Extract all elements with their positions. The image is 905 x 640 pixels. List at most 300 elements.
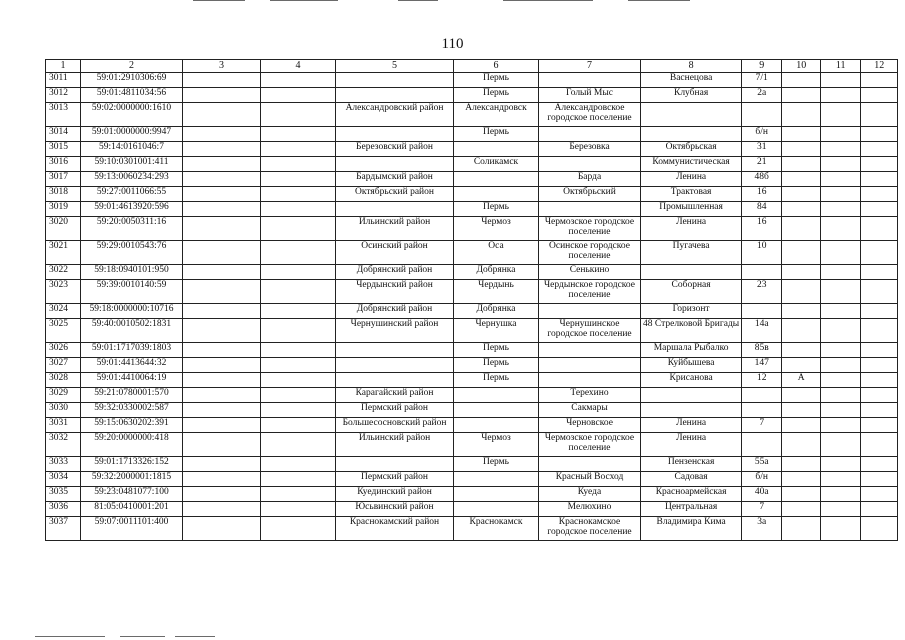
table-cell-col-2: 59:15:0630202:391 — [81, 418, 183, 433]
table-cell-col-12 — [861, 73, 898, 88]
top-scan-line-2 — [270, 0, 338, 1]
table-cell-col-7: Октябрьский — [539, 187, 641, 202]
table-cell-col-9 — [742, 265, 782, 280]
table-cell-col-1: 3034 — [46, 472, 81, 487]
bottom-scan-line-2 — [120, 636, 165, 637]
table-cell-col-12 — [861, 343, 898, 358]
table-cell-col-6: Пермь — [454, 127, 539, 142]
table-row — [46, 487, 898, 502]
table-cell-col-9 — [742, 433, 782, 457]
table-cell-col-6 — [454, 142, 539, 157]
table-cell-col-4 — [261, 217, 336, 241]
table-cell-col-7: Сакмары — [539, 403, 641, 418]
table-cell-col-3 — [183, 280, 261, 304]
table-cell-col-4 — [261, 127, 336, 142]
top-scan-line-3 — [398, 0, 438, 1]
table-cell-col-7 — [539, 157, 641, 172]
table-cell-col-8: Клубная — [641, 88, 742, 103]
table-cell-col-4 — [261, 472, 336, 487]
table-cell-col-7 — [539, 343, 641, 358]
table-cell-col-12 — [861, 502, 898, 517]
table-cell-col-10 — [782, 142, 821, 157]
table-cell-col-4 — [261, 517, 336, 541]
table-cell-col-12 — [861, 457, 898, 472]
table-cell-col-12 — [861, 403, 898, 418]
table-cell-col-1: 3036 — [46, 502, 81, 517]
table-cell-col-6: Пермь — [454, 73, 539, 88]
table-cell-col-7 — [539, 73, 641, 88]
table-cell-col-11 — [821, 280, 861, 304]
table-cell-col-5: Карагайский район — [336, 388, 454, 403]
table-cell-col-9: 16 — [742, 187, 782, 202]
table-cell-col-8: Ленина — [641, 172, 742, 187]
table-cell-col-5: Осинский район — [336, 241, 454, 265]
table-cell-col-8: Крисанова — [641, 373, 742, 388]
table-cell-col-11 — [821, 265, 861, 280]
table-cell-col-7: Александровское городское поселение — [539, 103, 641, 127]
table-cell-col-8: Пензенская — [641, 457, 742, 472]
table-cell-col-9: 12 — [742, 373, 782, 388]
table-cell-col-7: Краснокамское городское поселение — [539, 517, 641, 541]
table-cell-col-3 — [183, 202, 261, 217]
table-cell-col-2: 59:32:2000001:1815 — [81, 472, 183, 487]
table-cell-col-7: Чермозское городское поселение — [539, 433, 641, 457]
column-header-12: 12 — [861, 60, 898, 73]
table-cell-col-10 — [782, 172, 821, 187]
table-cell-col-5: Чердынский район — [336, 280, 454, 304]
table-cell-col-5 — [336, 127, 454, 142]
table-cell-col-9: 23 — [742, 280, 782, 304]
table-cell-col-1: 3035 — [46, 487, 81, 502]
table-cell-col-6: Чермоз — [454, 433, 539, 457]
table-cell-col-12 — [861, 388, 898, 403]
table-cell-col-2: 59:01:1713326:152 — [81, 457, 183, 472]
table-cell-col-11 — [821, 517, 861, 541]
table-row — [46, 265, 898, 280]
table-cell-col-11 — [821, 502, 861, 517]
table-cell-col-3 — [183, 103, 261, 127]
column-header-3: 3 — [183, 60, 261, 73]
table-cell-col-2: 59:14:0161046:7 — [81, 142, 183, 157]
table-cell-col-1: 3027 — [46, 358, 81, 373]
table-cell-col-6: Чермоз — [454, 217, 539, 241]
table-cell-col-2: 59:23:0481077:100 — [81, 487, 183, 502]
table-cell-col-10 — [782, 418, 821, 433]
table-cell-col-9: б/н — [742, 472, 782, 487]
table-cell-col-11 — [821, 88, 861, 103]
table-cell-col-1: 3013 — [46, 103, 81, 127]
table-cell-col-6: Пермь — [454, 202, 539, 217]
table-cell-col-12 — [861, 103, 898, 127]
table-cell-col-9: 55а — [742, 457, 782, 472]
table-row — [46, 157, 898, 172]
table-cell-col-7: Красный Восход — [539, 472, 641, 487]
table-cell-col-1: 3012 — [46, 88, 81, 103]
table-cell-col-2: 59:02:0000000:1610 — [81, 103, 183, 127]
table-cell-col-3 — [183, 241, 261, 265]
table-row — [46, 418, 898, 433]
table-cell-col-2: 59:39:0010140:59 — [81, 280, 183, 304]
table-cell-col-2: 59:13:0060234:293 — [81, 172, 183, 187]
table-row — [46, 217, 898, 241]
table-cell-col-3 — [183, 457, 261, 472]
table-cell-col-8: Соборная — [641, 280, 742, 304]
table-cell-col-4 — [261, 304, 336, 319]
table-cell-col-11 — [821, 319, 861, 343]
table-cell-col-10 — [782, 388, 821, 403]
table-cell-col-4 — [261, 418, 336, 433]
table-cell-col-3 — [183, 187, 261, 202]
table-cell-col-3 — [183, 358, 261, 373]
table-cell-col-5: Юсьвинский район — [336, 502, 454, 517]
table-cell-col-3 — [183, 157, 261, 172]
table-cell-col-7 — [539, 127, 641, 142]
table-cell-col-5: Добрянский район — [336, 304, 454, 319]
table-cell-col-7: Терехино — [539, 388, 641, 403]
table-cell-col-3 — [183, 487, 261, 502]
table-cell-col-8: 48 Стрелковой Бригады — [641, 319, 742, 343]
table-cell-col-5: Чернушинский район — [336, 319, 454, 343]
table-row — [46, 457, 898, 472]
bottom-scan-line-3 — [175, 636, 215, 637]
table-cell-col-9: б/н — [742, 127, 782, 142]
table-cell-col-4 — [261, 142, 336, 157]
table-cell-col-5 — [336, 343, 454, 358]
table-row — [46, 403, 898, 418]
table-cell-col-11 — [821, 73, 861, 88]
table-cell-col-7: Сенькино — [539, 265, 641, 280]
table-cell-col-4 — [261, 187, 336, 202]
table-cell-col-2: 59:27:0011066:55 — [81, 187, 183, 202]
table-row — [46, 388, 898, 403]
table-row — [46, 172, 898, 187]
table-cell-col-4 — [261, 403, 336, 418]
table-cell-col-2: 59:18:0000000:10716 — [81, 304, 183, 319]
table-cell-col-10 — [782, 280, 821, 304]
table-cell-col-7: Чердынское городское поселение — [539, 280, 641, 304]
table-cell-col-10 — [782, 502, 821, 517]
table-cell-col-6 — [454, 418, 539, 433]
table-cell-col-7 — [539, 304, 641, 319]
table-cell-col-11 — [821, 304, 861, 319]
table-cell-col-11 — [821, 103, 861, 127]
table-cell-col-4 — [261, 241, 336, 265]
table-cell-col-5: Краснокамский район — [336, 517, 454, 541]
table-cell-col-9: 7 — [742, 502, 782, 517]
table-cell-col-1: 3030 — [46, 403, 81, 418]
table-cell-col-12 — [861, 241, 898, 265]
table-cell-col-6: Соликамск — [454, 157, 539, 172]
table-cell-col-1: 3011 — [46, 73, 81, 88]
table-cell-col-2: 59:10:0301001:411 — [81, 157, 183, 172]
table-cell-col-8: Ленина — [641, 418, 742, 433]
table-cell-col-5 — [336, 457, 454, 472]
table-cell-col-1: 3014 — [46, 127, 81, 142]
table-cell-col-7: Куеда — [539, 487, 641, 502]
table-cell-col-3 — [183, 172, 261, 187]
table-cell-col-10 — [782, 472, 821, 487]
table-cell-col-5 — [336, 202, 454, 217]
table-cell-col-1: 3018 — [46, 187, 81, 202]
table-row — [46, 319, 898, 343]
column-header-6: 6 — [454, 60, 539, 73]
table-cell-col-4 — [261, 280, 336, 304]
page-number: 110 — [441, 36, 464, 52]
table-row — [46, 373, 898, 388]
table-cell-col-1: 3028 — [46, 373, 81, 388]
table-row — [46, 241, 898, 265]
table-cell-col-9: 147 — [742, 358, 782, 373]
table-cell-col-11 — [821, 142, 861, 157]
column-header-4: 4 — [261, 60, 336, 73]
table-cell-col-5: Бардымский район — [336, 172, 454, 187]
table-cell-col-11 — [821, 343, 861, 358]
table-cell-col-4 — [261, 457, 336, 472]
table-cell-col-9 — [742, 103, 782, 127]
table-cell-col-1: 3023 — [46, 280, 81, 304]
table-cell-col-11 — [821, 433, 861, 457]
table-cell-col-4 — [261, 373, 336, 388]
table-cell-col-6: Пермь — [454, 358, 539, 373]
table-cell-col-11 — [821, 373, 861, 388]
table-cell-col-12 — [861, 358, 898, 373]
table-cell-col-4 — [261, 88, 336, 103]
table-cell-col-5: Пермский район — [336, 403, 454, 418]
table-row — [46, 343, 898, 358]
table-cell-col-2: 59:18:0940101:950 — [81, 265, 183, 280]
table-cell-col-6: Чернушка — [454, 319, 539, 343]
table-cell-col-12 — [861, 517, 898, 541]
table-cell-col-8: Центральная — [641, 502, 742, 517]
table-cell-col-1: 3032 — [46, 433, 81, 457]
table-cell-col-12 — [861, 373, 898, 388]
table-cell-col-10 — [782, 187, 821, 202]
table-cell-col-10: А — [782, 373, 821, 388]
table-cell-col-10 — [782, 487, 821, 502]
table-cell-col-1: 3020 — [46, 217, 81, 241]
table-cell-col-2: 81:05:0410001:201 — [81, 502, 183, 517]
table-cell-col-9 — [742, 403, 782, 418]
table-cell-col-6 — [454, 172, 539, 187]
table-cell-col-12 — [861, 172, 898, 187]
table-cell-col-4 — [261, 103, 336, 127]
table-cell-col-2: 59:21:0780001:570 — [81, 388, 183, 403]
table-cell-col-5 — [336, 373, 454, 388]
table-cell-col-8: Горизонт — [641, 304, 742, 319]
table-cell-col-10 — [782, 304, 821, 319]
table-cell-col-5: Ильинский район — [336, 217, 454, 241]
table-header — [46, 60, 898, 73]
table-cell-col-10 — [782, 457, 821, 472]
table-cell-col-11 — [821, 241, 861, 265]
table-cell-col-1: 3019 — [46, 202, 81, 217]
table-row — [46, 187, 898, 202]
table-cell-col-3 — [183, 217, 261, 241]
table-cell-col-10 — [782, 343, 821, 358]
table-cell-col-12 — [861, 487, 898, 502]
table-cell-col-11 — [821, 487, 861, 502]
column-header-1: 1 — [46, 60, 81, 73]
table-cell-col-12 — [861, 265, 898, 280]
table-cell-col-2: 59:20:0050311:16 — [81, 217, 183, 241]
table-cell-col-3 — [183, 472, 261, 487]
table-cell-col-10 — [782, 88, 821, 103]
table-row — [46, 88, 898, 103]
table-cell-col-12 — [861, 433, 898, 457]
table-cell-col-4 — [261, 358, 336, 373]
table-cell-col-10 — [782, 73, 821, 88]
table-cell-col-7 — [539, 373, 641, 388]
table-body — [46, 73, 898, 541]
table-cell-col-4 — [261, 172, 336, 187]
table-cell-col-9: 3а — [742, 517, 782, 541]
table-cell-col-11 — [821, 127, 861, 142]
table-cell-col-1: 3033 — [46, 457, 81, 472]
table-cell-col-5: Октябрьский район — [336, 187, 454, 202]
table-cell-col-11 — [821, 418, 861, 433]
table-cell-col-8: Садовая — [641, 472, 742, 487]
table-cell-col-10 — [782, 241, 821, 265]
table-cell-col-10 — [782, 358, 821, 373]
table-cell-col-8: Маршала Рыбалко — [641, 343, 742, 358]
table-cell-col-7: Чермозское городское поселение — [539, 217, 641, 241]
table-cell-col-6: Пермь — [454, 457, 539, 472]
table-row — [46, 202, 898, 217]
table-cell-col-9: 85в — [742, 343, 782, 358]
table-cell-col-1: 3017 — [46, 172, 81, 187]
table-cell-col-9: 21 — [742, 157, 782, 172]
table-cell-col-10 — [782, 127, 821, 142]
table-cell-col-6 — [454, 487, 539, 502]
table-cell-col-9: 48б — [742, 172, 782, 187]
table-cell-col-1: 3015 — [46, 142, 81, 157]
header-row — [46, 60, 898, 73]
table-cell-col-11 — [821, 187, 861, 202]
registry-table — [45, 59, 898, 541]
table-cell-col-2: 59:32:0330002:587 — [81, 403, 183, 418]
table-cell-col-6: Пермь — [454, 343, 539, 358]
table-cell-col-7: Осинское городское поселение — [539, 241, 641, 265]
table-cell-col-8: Ленина — [641, 433, 742, 457]
table-cell-col-3 — [183, 304, 261, 319]
table-cell-col-2: 59:20:0000000:418 — [81, 433, 183, 457]
table-row — [46, 433, 898, 457]
column-header-11: 11 — [821, 60, 861, 73]
top-scan-line-5 — [628, 0, 690, 1]
table-cell-col-7: Черновское — [539, 418, 641, 433]
table-cell-col-8 — [641, 103, 742, 127]
table-cell-col-6 — [454, 403, 539, 418]
table-cell-col-12 — [861, 319, 898, 343]
table-cell-col-2: 59:01:1717039:1803 — [81, 343, 183, 358]
table-cell-col-2: 59:01:4811034:56 — [81, 88, 183, 103]
table-cell-col-12 — [861, 280, 898, 304]
table-cell-col-11 — [821, 358, 861, 373]
table-cell-col-6: Чердынь — [454, 280, 539, 304]
table-cell-col-3 — [183, 127, 261, 142]
table-cell-col-10 — [782, 202, 821, 217]
table-cell-col-10 — [782, 403, 821, 418]
table-cell-col-8: Куйбышева — [641, 358, 742, 373]
table-cell-col-12 — [861, 304, 898, 319]
table-cell-col-6: Александровск — [454, 103, 539, 127]
table-cell-col-9: 7/1 — [742, 73, 782, 88]
table-cell-col-4 — [261, 502, 336, 517]
table-cell-col-6: Добрянка — [454, 265, 539, 280]
table-cell-col-8: Октябрьская — [641, 142, 742, 157]
table-cell-col-9 — [742, 304, 782, 319]
table-cell-col-8: Ленина — [641, 217, 742, 241]
table-cell-col-10 — [782, 103, 821, 127]
table-cell-col-8: Васнецова — [641, 73, 742, 88]
table-cell-col-8: Пугачева — [641, 241, 742, 265]
table-row — [46, 280, 898, 304]
table-cell-col-7: Чернушинское городское поселение — [539, 319, 641, 343]
column-header-7: 7 — [539, 60, 641, 73]
table-cell-col-3 — [183, 433, 261, 457]
table-cell-col-3 — [183, 142, 261, 157]
table-cell-col-5 — [336, 358, 454, 373]
table-cell-col-10 — [782, 517, 821, 541]
table-cell-col-12 — [861, 157, 898, 172]
table-cell-col-9: 16 — [742, 217, 782, 241]
table-row — [46, 103, 898, 127]
table-cell-col-1: 3021 — [46, 241, 81, 265]
table-cell-col-8 — [641, 403, 742, 418]
table-cell-col-8: Промышленная — [641, 202, 742, 217]
table-cell-col-6 — [454, 472, 539, 487]
table-cell-col-11 — [821, 157, 861, 172]
table-cell-col-9: 31 — [742, 142, 782, 157]
table-cell-col-6 — [454, 388, 539, 403]
table-cell-col-3 — [183, 418, 261, 433]
top-scan-line-1 — [193, 0, 245, 1]
table-cell-col-1: 3029 — [46, 388, 81, 403]
table-row — [46, 502, 898, 517]
table-cell-col-6 — [454, 187, 539, 202]
table-row — [46, 358, 898, 373]
table-cell-col-4 — [261, 388, 336, 403]
table-cell-col-8 — [641, 388, 742, 403]
table-cell-col-5: Пермский район — [336, 472, 454, 487]
table-cell-col-12 — [861, 142, 898, 157]
table-cell-col-5: Большесосновский район — [336, 418, 454, 433]
table-cell-col-8 — [641, 265, 742, 280]
table-cell-col-8: Владимира Кима — [641, 517, 742, 541]
table-cell-col-1: 3024 — [46, 304, 81, 319]
table-cell-col-12 — [861, 472, 898, 487]
table-cell-col-1: 3022 — [46, 265, 81, 280]
table-cell-col-4 — [261, 319, 336, 343]
table-cell-col-4 — [261, 73, 336, 88]
table-cell-col-9: 2а — [742, 88, 782, 103]
table-cell-col-2: 59:40:0010502:1831 — [81, 319, 183, 343]
table-row — [46, 73, 898, 88]
table-cell-col-12 — [861, 88, 898, 103]
table-cell-col-2: 59:29:0010543:76 — [81, 241, 183, 265]
table-cell-col-3 — [183, 265, 261, 280]
table-cell-col-11 — [821, 388, 861, 403]
table-cell-col-3 — [183, 343, 261, 358]
table-cell-col-12 — [861, 418, 898, 433]
table-cell-col-10 — [782, 433, 821, 457]
table-cell-col-9 — [742, 388, 782, 403]
table-cell-col-3 — [183, 88, 261, 103]
table-row — [46, 142, 898, 157]
table-row — [46, 517, 898, 541]
table-cell-col-10 — [782, 319, 821, 343]
table-cell-col-6 — [454, 502, 539, 517]
